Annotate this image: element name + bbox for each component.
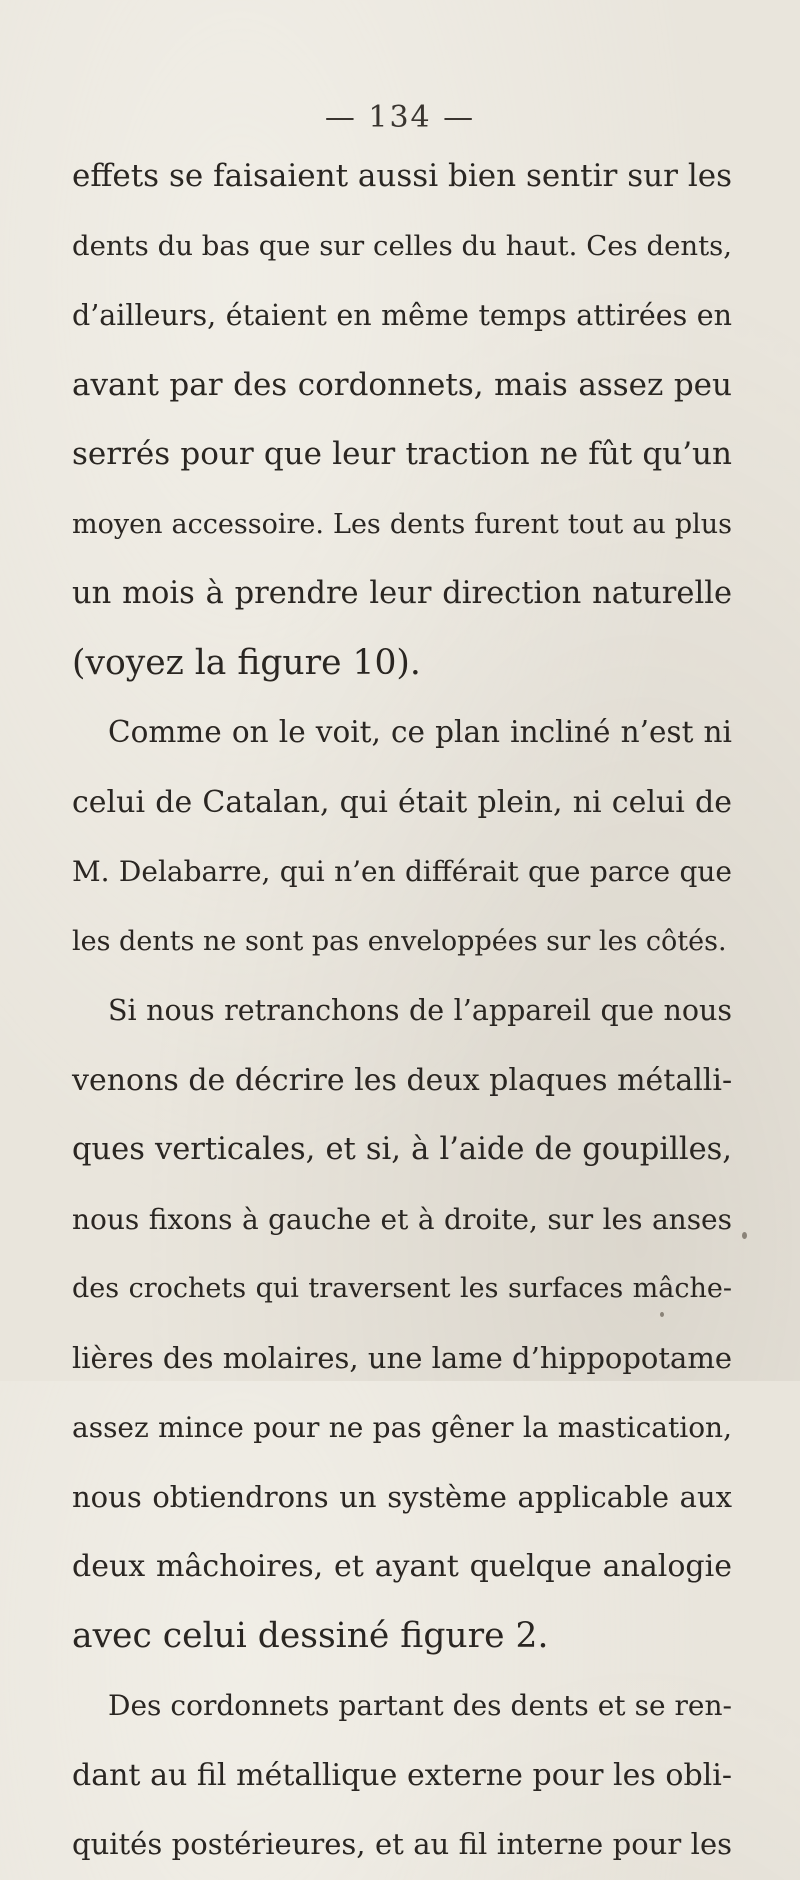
text-line: avec celui dessiné figure 2. (72, 1615, 549, 1656)
text-line: moyen accessoire. Les dents furent tout au plus (72, 508, 732, 540)
text-line: des crochets qui traversent les surfaces mâche- (72, 1273, 732, 1304)
text-line: M. Delabarre, qui n’en différait que parce que (72, 855, 732, 888)
body-text (72, 142, 732, 1880)
text-line: celui de Catalan, qui était plein, ni celui de (72, 784, 732, 820)
text-line: serrés pour que leur traction ne fût qu’un (72, 436, 732, 472)
text-line: dant au fil métallique externe pour les obli- (72, 1757, 732, 1793)
text-line: quités postérieures, et au fil interne pour les (72, 1827, 732, 1861)
text-line: nous obtiendrons un système applicable aux (72, 1479, 732, 1514)
margin-speck (742, 1232, 747, 1239)
text-line: dents du bas que sur celles du haut. Ces dents, (72, 229, 732, 262)
text-line: Des cordonnets partant des dents et se ren- (108, 1689, 732, 1722)
text-line: assez mince pour ne pas gêner la mastication, (72, 1411, 732, 1444)
text-line: lières des molaires, une lame d’hippopotame (72, 1340, 732, 1375)
text-line: Si nous retranchons de l’appareil que nous (108, 994, 732, 1027)
text-line: nous fixons à gauche et à droite, sur les anses (72, 1202, 732, 1236)
text-line: effets se faisaient aussi bien sentir sur les (72, 158, 732, 194)
text-line: deux mâchoires, et ayant quelque analogie (72, 1549, 732, 1584)
text-line: d’ailleurs, étaient en même temps attirées en (72, 299, 732, 332)
text-line: un mois à prendre leur direction naturelle (72, 576, 732, 611)
margin-speck (660, 1312, 664, 1317)
text-line: avant par des cordonnets, mais assez peu (72, 366, 732, 403)
text-line: les dents ne sont pas enveloppées sur les côtés. (72, 925, 727, 957)
text-line: venons de décrire les deux plaques métalli- (72, 1062, 733, 1098)
text-line: (voyez la figure 10). (72, 642, 421, 683)
text-line: Comme on le voit, ce plan incliné n’est ni (108, 715, 732, 749)
page-number: — 134 — (324, 100, 476, 135)
text-line: ques verticales, et si, à l’aide de goupilles, (72, 1132, 732, 1167)
